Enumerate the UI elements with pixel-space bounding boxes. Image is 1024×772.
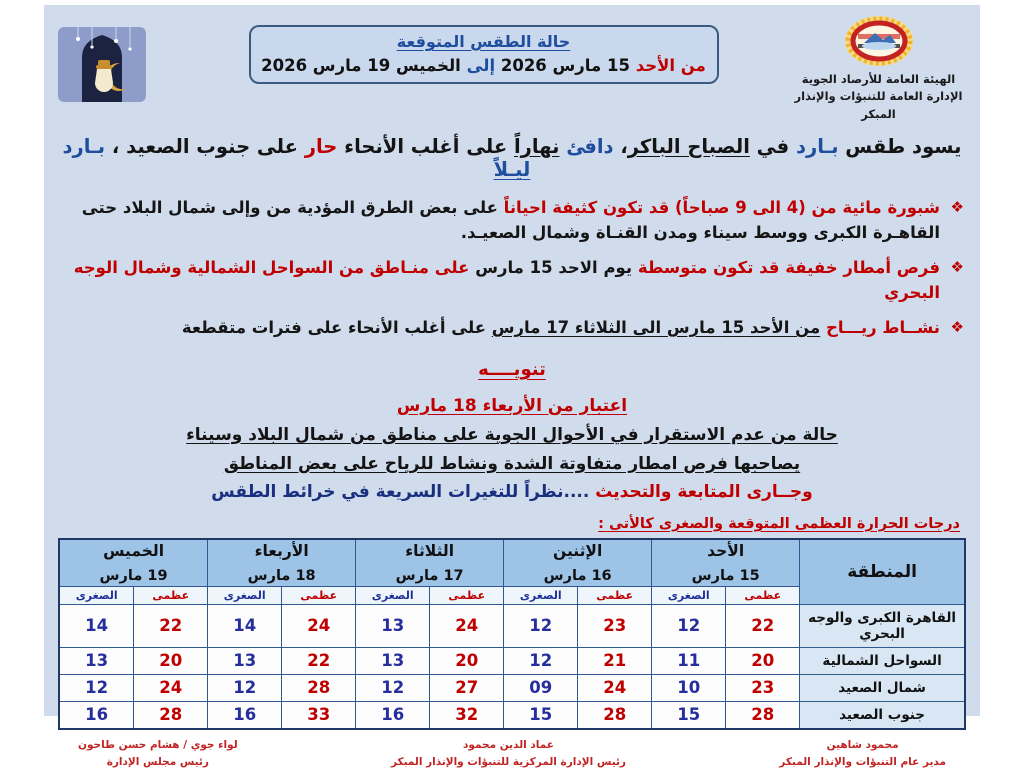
bullet-fog: ❖ شبورة مائية من (4 الى 9 صباحاً) قد تكون كثيفة احياناً على بعض الطرق المؤدية من وإلى شمال البلاد حتى القاهـرة الكبرى ووسط سيناء ومدن القنـاة وشمال الصعيـد. bbox=[81, 197, 964, 243]
region-column-header: المنطقة bbox=[800, 539, 965, 605]
temp-max: 28 bbox=[134, 701, 208, 729]
department-name: الإدارة العامة للتنبؤات والإنذار المبكر bbox=[794, 89, 963, 121]
title-box bbox=[249, 25, 719, 84]
max-label: عظمى bbox=[134, 586, 208, 604]
signature-board-chairman: لواء جوي / هشام حسن طاحون رئيس مجلس الإدارة bbox=[78, 738, 238, 769]
signature-central-admin-head: عماد الدين محمود رئيس الإدارة المركزية للتنبؤات والإنذار المبكر bbox=[390, 738, 626, 769]
min-label: الصغرى bbox=[504, 586, 578, 604]
temp-min: 12 bbox=[59, 674, 134, 701]
temp-min: 13 bbox=[356, 647, 430, 674]
temp-max: 22 bbox=[282, 647, 356, 674]
notice-line-2: يصاحبها فرص امطار متفاوتة الشدة ونشاط للرياح على بعض المناطق bbox=[223, 453, 801, 474]
weather-headline: يسود طقس بـارد في الصباح الباكر، دافئ نهاراً على أغلب الأنحاء حار على جنوب الصعيد ، بـارد ليـلاً bbox=[62, 134, 962, 181]
header bbox=[58, 13, 966, 123]
meteorological-authority-logo bbox=[842, 13, 916, 69]
notice-section bbox=[58, 359, 966, 502]
temperature-table-title: درجات الحرارة العظمى المتوقعة والصغرى كالأتى : bbox=[598, 515, 960, 532]
temp-max: 28 bbox=[726, 701, 800, 729]
region-name: السواحل الشمالية bbox=[800, 647, 965, 674]
diamond-bullet-icon: ❖ bbox=[950, 257, 964, 276]
day-header-monday: الإثنين 16 مارس bbox=[504, 539, 652, 587]
notice-title: تنويــــه bbox=[478, 358, 546, 380]
min-label: الصغرى bbox=[59, 586, 134, 604]
forecast-bullets bbox=[58, 195, 966, 341]
temp-max: 23 bbox=[726, 674, 800, 701]
temp-max: 23 bbox=[578, 604, 652, 647]
temp-max: 24 bbox=[430, 604, 504, 647]
temp-min: 11 bbox=[652, 647, 726, 674]
temp-max: 24 bbox=[282, 604, 356, 647]
temp-min: 12 bbox=[504, 647, 578, 674]
temp-min: 16 bbox=[208, 701, 282, 729]
max-label: عظمى bbox=[726, 586, 800, 604]
bullet-wind: ❖ نشــاط ريـــاح من الأحد 15 مارس الى الثلاثاء 17 مارس على أغلب الأنحاء على فترات متقطعة bbox=[58, 315, 966, 341]
bulletin-title: حالة الطقس المتوقعة bbox=[396, 32, 571, 51]
diamond-bullet-icon: ❖ bbox=[950, 197, 964, 216]
notice-line-3: وجــارى المتابعة والتحديث ....نظراً للتغيرات السريعة في خرائط الطقس bbox=[211, 481, 813, 502]
temp-min: 15 bbox=[652, 701, 726, 729]
region-name: شمال الصعيد bbox=[800, 674, 965, 701]
day-header-sunday: الأحد 15 مارس bbox=[652, 539, 800, 587]
weather-bulletin-page bbox=[44, 5, 980, 769]
temperature-table bbox=[58, 538, 966, 730]
temp-max: 27 bbox=[430, 674, 504, 701]
temp-min: 12 bbox=[504, 604, 578, 647]
temp-min: 14 bbox=[59, 604, 134, 647]
temp-min: 10 bbox=[652, 674, 726, 701]
temp-min: 13 bbox=[59, 647, 134, 674]
diamond-bullet-icon: ❖ bbox=[950, 318, 964, 336]
table-row bbox=[59, 647, 965, 674]
temp-max: 33 bbox=[282, 701, 356, 729]
min-label: الصغرى bbox=[652, 586, 726, 604]
temp-min: 13 bbox=[356, 604, 430, 647]
day-header-tuesday: الثلاثاء 17 مارس bbox=[356, 539, 504, 587]
table-row bbox=[59, 701, 965, 729]
authority-block bbox=[791, 13, 966, 123]
region-name: القاهرة الكبرى والوجه البحري bbox=[800, 604, 965, 647]
bulletin-date-range: من الأحد 15 مارس 2026 إلى الخميس 19 مارس 2026 bbox=[261, 56, 706, 75]
max-label: عظمى bbox=[430, 586, 504, 604]
temp-max: 24 bbox=[134, 674, 208, 701]
notice-subtitle: اعتبار من الأربعاء 18 مارس bbox=[396, 395, 628, 416]
temp-min: 14 bbox=[208, 604, 282, 647]
temp-max: 28 bbox=[578, 701, 652, 729]
table-row bbox=[59, 604, 965, 647]
temp-max: 20 bbox=[430, 647, 504, 674]
table-row bbox=[59, 674, 965, 701]
day-header-thursday: الخميس 19 مارس bbox=[59, 539, 208, 587]
temp-max: 22 bbox=[134, 604, 208, 647]
temp-max: 24 bbox=[578, 674, 652, 701]
temp-min: 13 bbox=[208, 647, 282, 674]
signature-director: محمود شاهين مدير عام التنبؤات والإنذار المبكر bbox=[779, 738, 946, 769]
temp-min: 12 bbox=[208, 674, 282, 701]
temp-max: 28 bbox=[282, 674, 356, 701]
signatures bbox=[58, 737, 966, 772]
max-label: عظمى bbox=[282, 586, 356, 604]
temp-max: 32 bbox=[430, 701, 504, 729]
bullet-rain: ❖ فرص أمطار خفيفة قد تكون متوسطة يوم الاحد 15 مارس على منـاطق من السواحل الشمالية وشمال الوجه البحري bbox=[73, 257, 964, 303]
temp-min: 12 bbox=[652, 604, 726, 647]
temp-min: 16 bbox=[356, 701, 430, 729]
region-name: جنوب الصعيد bbox=[800, 701, 965, 729]
min-label: الصغرى bbox=[356, 586, 430, 604]
min-label: الصغرى bbox=[208, 586, 282, 604]
notice-line-1: حالة من عدم الاستقرار في الأحوال الجوية على مناطق من شمال البلاد وسيناء bbox=[186, 424, 838, 445]
temp-max: 20 bbox=[134, 647, 208, 674]
temp-min: 15 bbox=[504, 701, 578, 729]
ramadan-lantern-decoration bbox=[58, 27, 146, 102]
temp-max: 22 bbox=[726, 604, 800, 647]
temp-max: 21 bbox=[578, 647, 652, 674]
temp-min: 16 bbox=[59, 701, 134, 729]
max-label: عظمى bbox=[578, 586, 652, 604]
temp-max: 20 bbox=[726, 647, 800, 674]
day-header-wednesday: الأربعاء 18 مارس bbox=[208, 539, 356, 587]
temp-min: 09 bbox=[504, 674, 578, 701]
authority-name: الهيئة العامة للأرصاد الجوية bbox=[801, 72, 956, 86]
temp-min: 12 bbox=[356, 674, 430, 701]
